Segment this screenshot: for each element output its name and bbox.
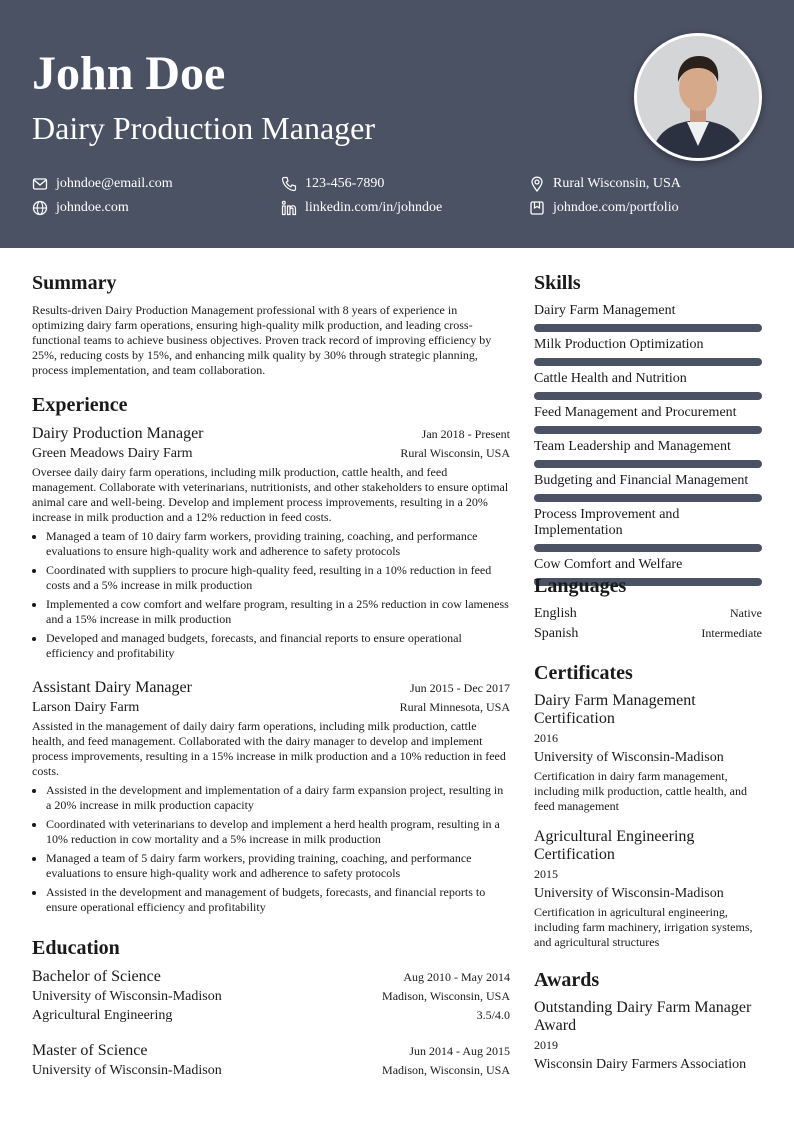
skill-name: Cow Comfort and Welfare (534, 557, 683, 572)
language-name: Spanish (534, 626, 579, 641)
contact-email[interactable] (32, 175, 173, 193)
education-heading: Education (32, 937, 120, 959)
certificate-entry (534, 828, 762, 950)
job-bullet: • Assisted in the development and implementation of a dairy farm expansion project, resulting in a 20% increase in milk production capacity (46, 783, 510, 813)
education-dates: Aug 2010 - May 2014 (403, 970, 510, 984)
skills-list (534, 303, 762, 591)
candidate-name: John Doe (32, 47, 226, 100)
job-description: Assisted in the management of daily dairy farm operations, including milk production, cattle health, and feed management. Collaborated with the dairy manager to develop and implement process improvements, resulting in a 15% increase in milk production and a 10% reduction in feed costs. (32, 719, 506, 778)
certificate-title: Agricultural Engineering Certification (534, 828, 695, 863)
job-company: Larson Dairy Farm (32, 700, 140, 715)
skill-level-bar (534, 544, 762, 552)
skill-name: Budgeting and Financial Management (534, 473, 749, 488)
certificate-description: Certification in dairy farm management, including milk production, cattle health, and feed management (534, 769, 747, 813)
certificate-year: 2016 (534, 731, 558, 745)
education-field: Agricultural Engineering (32, 1008, 173, 1023)
education-location: Madison, Wisconsin, USA (382, 989, 510, 1003)
summary-heading: Summary (32, 272, 117, 294)
summary-section (32, 303, 510, 378)
education-dates: Jun 2014 - Aug 2015 (409, 1044, 510, 1058)
job-company: Green Meadows Dairy Farm (32, 446, 193, 461)
education-gpa: 3.5/4.0 (476, 1008, 510, 1022)
award-entry (534, 999, 762, 1074)
contact-linkedin[interactable] (281, 199, 442, 217)
globe-icon (32, 200, 48, 216)
skill-name: Team Leadership and Management (534, 439, 731, 454)
profile-photo (634, 33, 762, 161)
education-degree: Bachelor of Science (32, 968, 161, 985)
certificate-issuer: University of Wisconsin-Madison (534, 750, 724, 765)
education-school: University of Wisconsin-Madison (32, 1063, 222, 1078)
skill-level-bar (534, 426, 762, 434)
certificate-issuer: University of Wisconsin-Madison (534, 886, 724, 901)
award-year: 2019 (534, 1038, 558, 1052)
award-issuer: Wisconsin Dairy Farmers Association (534, 1057, 747, 1072)
portfolio-icon (529, 200, 545, 216)
certificate-entry (534, 692, 762, 814)
contact-phone[interactable] (281, 175, 384, 193)
award-title: Outstanding Dairy Farm Manager Award (534, 999, 752, 1034)
profile-photo-illustration (637, 36, 759, 158)
job-bullets (32, 529, 510, 661)
certificates-heading: Certificates (534, 662, 633, 684)
contact-phone-text: 123-456-7890 (305, 176, 385, 191)
candidate-title: Dairy Production Manager (32, 110, 376, 146)
job-location: Rural Minnesota, USA (399, 700, 510, 714)
skill-level-bar (534, 392, 762, 400)
education-entry (32, 967, 510, 1025)
skill-level-bar (534, 460, 762, 468)
resume-header (0, 0, 794, 248)
job-bullet: • Coordinated with suppliers to procure high-quality feed, resulting in a 10% reduction in feed costs and a 5% increase in milk production (46, 563, 510, 593)
job-bullets (32, 783, 510, 915)
job-bullet: • Managed a team of 5 dairy farm workers, providing training, coaching, and performance evaluations to ensure high-quality work and adherence to safety protocols (46, 851, 510, 881)
job-location: Rural Wisconsin, USA (400, 446, 510, 460)
certificate-description: Certification in agricultural engineering, including farm machinery, irrigation systems, and agricultural structures (534, 905, 753, 949)
skill-level-bar (534, 358, 762, 366)
job-dates: Jan 2018 - Present (421, 427, 510, 441)
education-school: University of Wisconsin-Madison (32, 989, 222, 1004)
contact-website-text: johndoe.com (56, 200, 129, 215)
language-name: English (534, 606, 577, 621)
awards-heading: Awards (534, 969, 600, 991)
language-level: Intermediate (701, 626, 762, 640)
summary-text: Results-driven Dairy Production Management professional with 8 years of experience in optimizing dairy farm operations, ensuring high-quality milk production, and leading cross-functional teams to achieve business objectives. Proven track record of improving efficiency by 25%, reducing costs by 15%, and enhancing milk quality by 30% through strategic planning, process implementation, and team collaboration. (32, 303, 492, 377)
map-pin-icon (529, 176, 545, 192)
envelope-icon (32, 176, 48, 192)
contact-portfolio-text: johndoe.com/portfolio (553, 200, 679, 215)
skill-level-bar (534, 324, 762, 332)
contact-portfolio[interactable] (529, 199, 679, 217)
contact-location (529, 175, 681, 193)
skill-name: Cattle Health and Nutrition (534, 371, 687, 386)
job-title: Assistant Dairy Manager (32, 679, 192, 696)
skill-name: Feed Management and Procurement (534, 405, 737, 420)
contact-linkedin-text: linkedin.com/in/johndoe (305, 200, 443, 215)
contact-location-text: Rural Wisconsin, USA (553, 176, 681, 191)
languages-list (534, 605, 762, 643)
job-description: Oversee daily dairy farm operations, including milk production, cattle health, and feed management. Collaborate with veterinarians, nutritionists, and other stakeholders to ensure optimal animal care and well-being. Develop and implement process improvements, resulting in a 20% increase in milk production and a 12% reduction in feed costs. (32, 465, 509, 524)
phone-icon (281, 176, 297, 192)
language-level: Native (730, 606, 762, 620)
job-bullet: • Assisted in the development and management of budgets, forecasts, and financial reports to ensure operational efficiency and profitability (46, 885, 510, 915)
job-dates: Jun 2015 - Dec 2017 (410, 681, 510, 695)
job-bullet: • Coordinated with veterinarians to develop and implement a herd health program, resulting in a 10% reduction in cow mortality and a 5% increase in milk production (46, 817, 510, 847)
certificate-title: Dairy Farm Management Certification (534, 692, 696, 727)
education-degree: Master of Science (32, 1042, 148, 1059)
contact-email-text: johndoe@email.com (56, 176, 173, 191)
job-entry (32, 678, 510, 919)
job-bullet: • Developed and managed budgets, forecasts, and financial reports to ensure operational efficiency and profitability (46, 631, 510, 661)
skill-level-bar (534, 494, 762, 502)
contact-website[interactable] (32, 199, 129, 217)
linkedin-icon (281, 200, 297, 216)
skill-name: Milk Production Optimization (534, 337, 704, 352)
languages-heading: Languages (534, 575, 627, 597)
skills-heading: Skills (534, 272, 581, 294)
skill-name: Process Improvement and Implementation (534, 507, 680, 538)
education-entry (32, 1041, 510, 1080)
job-title: Dairy Production Manager (32, 425, 204, 442)
job-entry (32, 424, 510, 665)
job-bullet: • Managed a team of 10 dairy farm workers, providing training, coaching, and performance evaluations to ensure high-quality work and adherence to safety protocols (46, 529, 510, 559)
job-bullet: • Implemented a cow comfort and welfare program, resulting in a 25% reduction in cow lameness and a 15% increase in milk production (46, 597, 510, 627)
education-location: Madison, Wisconsin, USA (382, 1063, 510, 1077)
skill-name: Dairy Farm Management (534, 303, 676, 318)
experience-heading: Experience (32, 394, 128, 416)
certificate-year: 2015 (534, 867, 558, 881)
